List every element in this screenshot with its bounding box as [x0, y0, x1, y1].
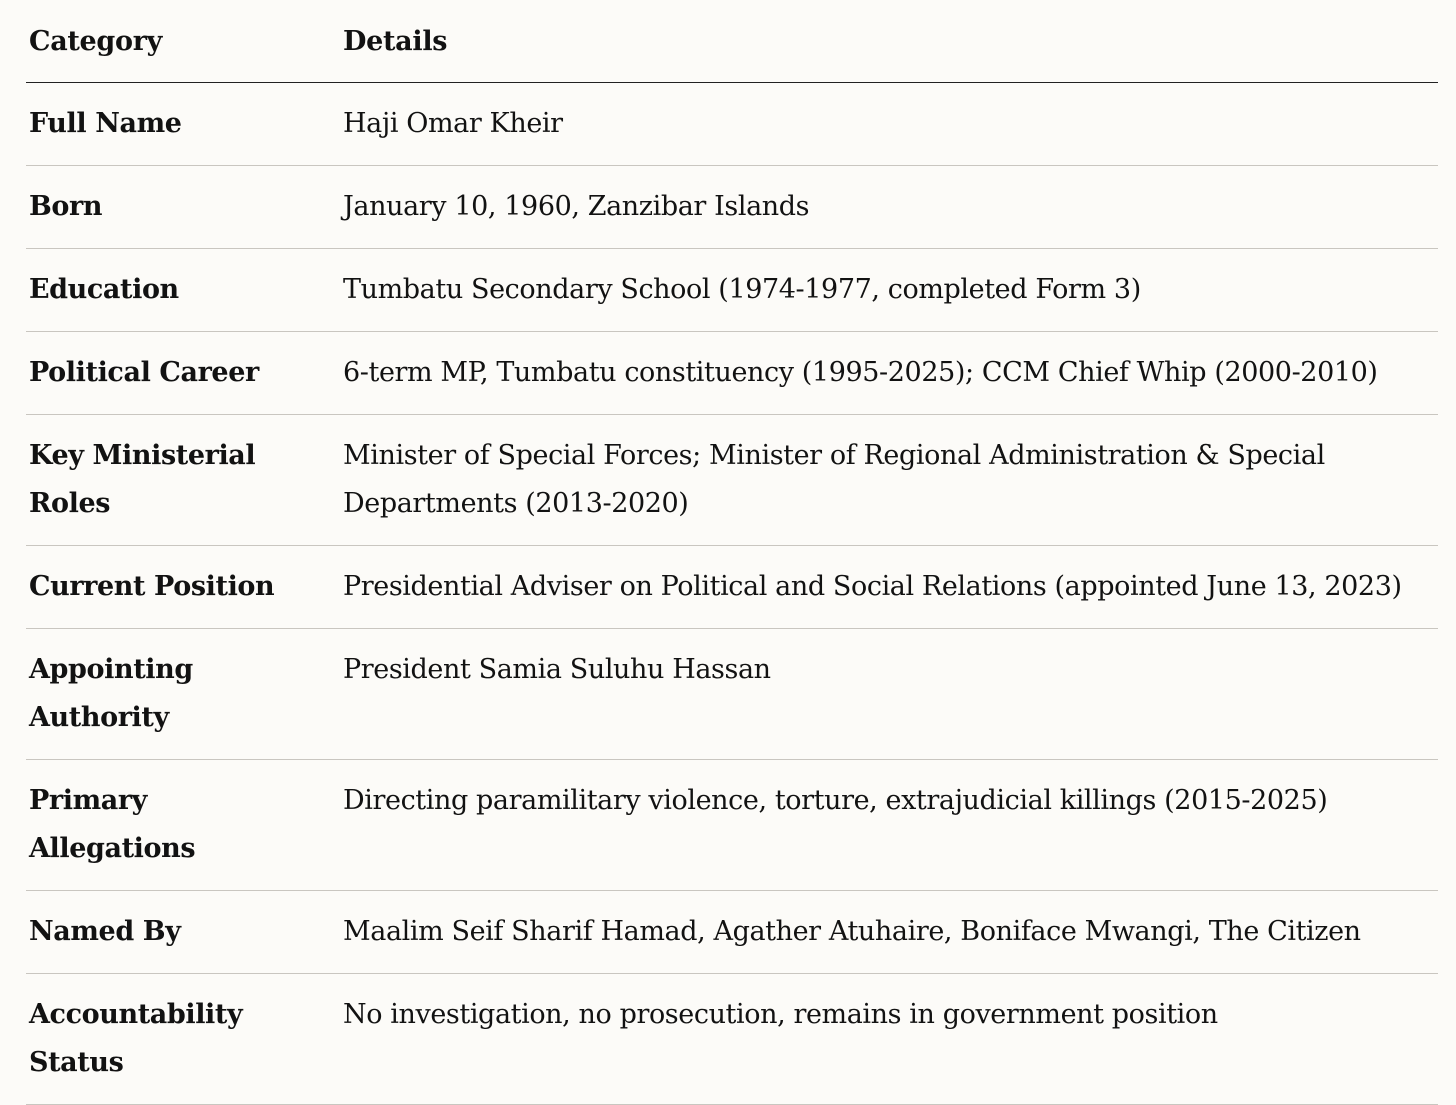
row-category: Current Position: [26, 546, 340, 629]
table-row: [26, 166, 1438, 249]
row-details: 6-term MP, Tumbatu constituency (1995-2025); CCM Chief Whip (2000-2010): [340, 332, 1438, 415]
profile-table: [26, 0, 1438, 1105]
row-details: Haji Omar Kheir: [340, 83, 1438, 166]
row-category: Primary Allegations: [26, 760, 340, 891]
table-row: [26, 83, 1438, 166]
row-details: President Samia Suluhu Hassan: [340, 629, 1438, 760]
table-row: [26, 891, 1438, 974]
row-category: Accountability Status: [26, 974, 340, 1105]
row-details: Maalim Seif Sharif Hamad, Agather Atuhaire, Boniface Mwangi, The Citizen: [340, 891, 1438, 974]
row-details: Directing paramilitary violence, torture, extrajudicial killings (2015-2025): [340, 760, 1438, 891]
table-row: [26, 415, 1438, 546]
row-category: Born: [26, 166, 340, 249]
column-header-details: Details: [340, 0, 1438, 83]
table-row: [26, 546, 1438, 629]
row-category: Key Ministerial Roles: [26, 415, 340, 546]
table-row: [26, 249, 1438, 332]
row-details: Presidential Adviser on Political and Social Relations (appointed June 13, 2023): [340, 546, 1438, 629]
column-header-category: Category: [26, 0, 340, 83]
row-details: No investigation, no prosecution, remains in government position: [340, 974, 1438, 1105]
table-row: [26, 974, 1438, 1105]
row-details: Tumbatu Secondary School (1974-1977, completed Form 3): [340, 249, 1438, 332]
table-row: [26, 332, 1438, 415]
profile-table-container: [26, 0, 1438, 1105]
table-row: [26, 629, 1438, 760]
row-category: Education: [26, 249, 340, 332]
row-category: Full Name: [26, 83, 340, 166]
table-row: [26, 760, 1438, 891]
row-category: Named By: [26, 891, 340, 974]
row-category: Appointing Authority: [26, 629, 340, 760]
row-details: Minister of Special Forces; Minister of Regional Administration & Special Departments (2013-2020): [340, 415, 1438, 546]
row-details: January 10, 1960, Zanzibar Islands: [340, 166, 1438, 249]
row-category: Political Career: [26, 332, 340, 415]
table-header-row: [26, 0, 1438, 83]
